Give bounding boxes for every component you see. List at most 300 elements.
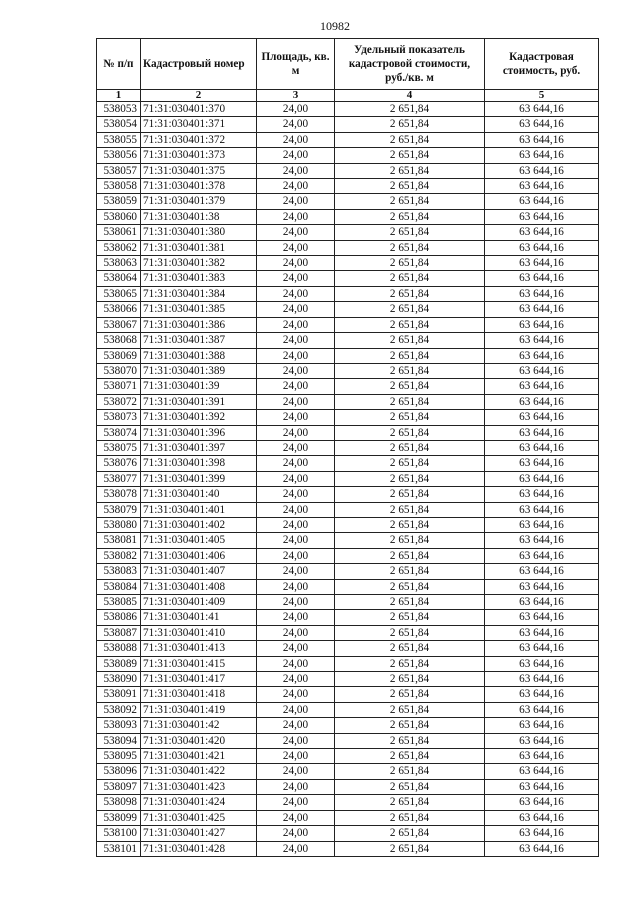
cadastral-value: 63 644,16: [485, 702, 599, 717]
row-index: 538061: [97, 225, 141, 240]
table-row: [97, 795, 599, 810]
row-index: 538101: [97, 841, 141, 856]
area: 24,00: [257, 148, 335, 163]
table-row: [97, 117, 599, 132]
unit-value: 2 651,84: [335, 579, 485, 594]
cadastral-number: 71:31:030401:420: [141, 733, 257, 748]
unit-value: 2 651,84: [335, 456, 485, 471]
area: 24,00: [257, 502, 335, 517]
unit-value: 2 651,84: [335, 333, 485, 348]
unit-value: 2 651,84: [335, 533, 485, 548]
table-row: [97, 826, 599, 841]
cadastral-number: 71:31:030401:421: [141, 749, 257, 764]
cadastral-number: 71:31:030401:408: [141, 579, 257, 594]
unit-value: 2 651,84: [335, 733, 485, 748]
area: 24,00: [257, 394, 335, 409]
table-row: [97, 548, 599, 563]
cadastral-number: 71:31:030401:392: [141, 410, 257, 425]
row-index: 538097: [97, 779, 141, 794]
cadastral-number: 71:31:030401:406: [141, 548, 257, 563]
column-number: 1: [97, 90, 141, 102]
row-index: 538075: [97, 440, 141, 455]
area: 24,00: [257, 656, 335, 671]
table-row: [97, 179, 599, 194]
cadastral-number: 71:31:030401:391: [141, 394, 257, 409]
row-index: 538089: [97, 656, 141, 671]
table-row: [97, 702, 599, 717]
cadastral-number: 71:31:030401:415: [141, 656, 257, 671]
area: 24,00: [257, 240, 335, 255]
area: 24,00: [257, 826, 335, 841]
area: 24,00: [257, 718, 335, 733]
table-row: [97, 363, 599, 378]
unit-value: 2 651,84: [335, 117, 485, 132]
cadastral-number: 71:31:030401:401: [141, 502, 257, 517]
unit-value: 2 651,84: [335, 302, 485, 317]
cadastral-value: 63 644,16: [485, 302, 599, 317]
table-row: [97, 672, 599, 687]
area: 24,00: [257, 564, 335, 579]
row-index: 538092: [97, 702, 141, 717]
table-row: [97, 610, 599, 625]
unit-value: 2 651,84: [335, 687, 485, 702]
cadastral-value: 63 644,16: [485, 163, 599, 178]
cadastral-value: 63 644,16: [485, 456, 599, 471]
area: 24,00: [257, 132, 335, 147]
unit-value: 2 651,84: [335, 256, 485, 271]
cadastral-value: 63 644,16: [485, 764, 599, 779]
unit-value: 2 651,84: [335, 517, 485, 532]
column-number-row: [97, 90, 599, 102]
cadastral-number: 71:31:030401:382: [141, 256, 257, 271]
table-row: [97, 302, 599, 317]
table-row: [97, 595, 599, 610]
row-index: 538060: [97, 209, 141, 224]
cadastral-number: 71:31:030401:425: [141, 810, 257, 825]
row-index: 538059: [97, 194, 141, 209]
cadastral-number: 71:31:030401:428: [141, 841, 257, 856]
area: 24,00: [257, 256, 335, 271]
unit-value: 2 651,84: [335, 317, 485, 332]
row-index: 538086: [97, 610, 141, 625]
cadastral-number: 71:31:030401:398: [141, 456, 257, 471]
cadastral-number: 71:31:030401:427: [141, 826, 257, 841]
cadastral-value: 63 644,16: [485, 132, 599, 147]
unit-value: 2 651,84: [335, 595, 485, 610]
cadastral-value: 63 644,16: [485, 795, 599, 810]
cadastral-value: 63 644,16: [485, 826, 599, 841]
row-index: 538066: [97, 302, 141, 317]
row-index: 538099: [97, 810, 141, 825]
unit-value: 2 651,84: [335, 471, 485, 486]
row-index: 538071: [97, 379, 141, 394]
area: 24,00: [257, 672, 335, 687]
row-index: 538079: [97, 502, 141, 517]
row-index: 538056: [97, 148, 141, 163]
cadastral-number: 71:31:030401:42: [141, 718, 257, 733]
row-index: 538094: [97, 733, 141, 748]
unit-value: 2 651,84: [335, 487, 485, 502]
cadastral-table: [96, 38, 599, 857]
header-index: № п/п: [97, 39, 141, 90]
unit-value: 2 651,84: [335, 179, 485, 194]
cadastral-number: 71:31:030401:418: [141, 687, 257, 702]
cadastral-value: 63 644,16: [485, 394, 599, 409]
cadastral-value: 63 644,16: [485, 733, 599, 748]
area: 24,00: [257, 163, 335, 178]
cadastral-value: 63 644,16: [485, 595, 599, 610]
unit-value: 2 651,84: [335, 194, 485, 209]
row-index: 538088: [97, 641, 141, 656]
row-index: 538068: [97, 333, 141, 348]
row-index: 538084: [97, 579, 141, 594]
area: 24,00: [257, 749, 335, 764]
unit-value: 2 651,84: [335, 841, 485, 856]
table-row: [97, 348, 599, 363]
cadastral-number: 71:31:030401:375: [141, 163, 257, 178]
cadastral-value: 63 644,16: [485, 333, 599, 348]
header-unit-value: Удельный показатель кадастровой стоимости, руб./кв. м: [335, 39, 485, 90]
table-row: [97, 194, 599, 209]
row-index: 538069: [97, 348, 141, 363]
column-number: 4: [335, 90, 485, 102]
table-row: [97, 102, 599, 117]
cadastral-value: 63 644,16: [485, 841, 599, 856]
row-index: 538082: [97, 548, 141, 563]
unit-value: 2 651,84: [335, 810, 485, 825]
cadastral-value: 63 644,16: [485, 440, 599, 455]
cadastral-number: 71:31:030401:380: [141, 225, 257, 240]
unit-value: 2 651,84: [335, 548, 485, 563]
table-row: [97, 471, 599, 486]
cadastral-number: 71:31:030401:396: [141, 425, 257, 440]
table-row: [97, 317, 599, 332]
area: 24,00: [257, 579, 335, 594]
area: 24,00: [257, 702, 335, 717]
table-row: [97, 764, 599, 779]
table-row: [97, 687, 599, 702]
cadastral-number: 71:31:030401:384: [141, 286, 257, 301]
cadastral-value: 63 644,16: [485, 502, 599, 517]
cadastral-number: 71:31:030401:405: [141, 533, 257, 548]
column-number: 2: [141, 90, 257, 102]
header-area: Площадь, кв. м: [257, 39, 335, 90]
area: 24,00: [257, 440, 335, 455]
row-index: 538058: [97, 179, 141, 194]
cadastral-number: 71:31:030401:385: [141, 302, 257, 317]
area: 24,00: [257, 764, 335, 779]
row-index: 538091: [97, 687, 141, 702]
area: 24,00: [257, 795, 335, 810]
cadastral-value: 63 644,16: [485, 687, 599, 702]
table-row: [97, 333, 599, 348]
unit-value: 2 651,84: [335, 286, 485, 301]
area: 24,00: [257, 179, 335, 194]
table-row: [97, 533, 599, 548]
cadastral-value: 63 644,16: [485, 194, 599, 209]
unit-value: 2 651,84: [335, 410, 485, 425]
table-row: [97, 456, 599, 471]
cadastral-value: 63 644,16: [485, 179, 599, 194]
area: 24,00: [257, 379, 335, 394]
area: 24,00: [257, 225, 335, 240]
cadastral-number: 71:31:030401:381: [141, 240, 257, 255]
row-index: 538096: [97, 764, 141, 779]
table-row: [97, 286, 599, 301]
cadastral-value: 63 644,16: [485, 517, 599, 532]
table-row: [97, 841, 599, 856]
table-row: [97, 502, 599, 517]
cadastral-value: 63 644,16: [485, 117, 599, 132]
row-index: 538085: [97, 595, 141, 610]
area: 24,00: [257, 810, 335, 825]
area: 24,00: [257, 102, 335, 117]
area: 24,00: [257, 733, 335, 748]
table-row: [97, 487, 599, 502]
cadastral-number: 71:31:030401:38: [141, 209, 257, 224]
unit-value: 2 651,84: [335, 225, 485, 240]
area: 24,00: [257, 363, 335, 378]
cadastral-value: 63 644,16: [485, 548, 599, 563]
row-index: 538080: [97, 517, 141, 532]
unit-value: 2 651,84: [335, 132, 485, 147]
row-index: 538065: [97, 286, 141, 301]
unit-value: 2 651,84: [335, 779, 485, 794]
cadastral-value: 63 644,16: [485, 379, 599, 394]
cadastral-number: 71:31:030401:407: [141, 564, 257, 579]
cadastral-value: 63 644,16: [485, 533, 599, 548]
table-row: [97, 733, 599, 748]
table-row: [97, 425, 599, 440]
cadastral-value: 63 644,16: [485, 749, 599, 764]
row-index: 538087: [97, 625, 141, 640]
area: 24,00: [257, 317, 335, 332]
row-index: 538076: [97, 456, 141, 471]
area: 24,00: [257, 487, 335, 502]
table-row: [97, 718, 599, 733]
cadastral-number: 71:31:030401:399: [141, 471, 257, 486]
table-row: [97, 410, 599, 425]
row-index: 538070: [97, 363, 141, 378]
table-row: [97, 240, 599, 255]
row-index: 538073: [97, 410, 141, 425]
cadastral-value: 63 644,16: [485, 579, 599, 594]
page-number: 10982: [320, 19, 350, 33]
header-cadastral-number: Кадастровый номер: [141, 39, 257, 90]
cadastral-number: 71:31:030401:379: [141, 194, 257, 209]
table-row: [97, 641, 599, 656]
cadastral-value: 63 644,16: [485, 641, 599, 656]
cadastral-number: 71:31:030401:383: [141, 271, 257, 286]
cadastral-number: 71:31:030401:417: [141, 672, 257, 687]
cadastral-number: 71:31:030401:422: [141, 764, 257, 779]
unit-value: 2 651,84: [335, 271, 485, 286]
cadastral-value: 63 644,16: [485, 256, 599, 271]
table-row: [97, 163, 599, 178]
area: 24,00: [257, 625, 335, 640]
area: 24,00: [257, 194, 335, 209]
cadastral-number: 71:31:030401:40: [141, 487, 257, 502]
cadastral-number: 71:31:030401:423: [141, 779, 257, 794]
area: 24,00: [257, 302, 335, 317]
cadastral-number: 71:31:030401:410: [141, 625, 257, 640]
header-row: [97, 39, 599, 90]
unit-value: 2 651,84: [335, 795, 485, 810]
table-row: [97, 810, 599, 825]
area: 24,00: [257, 517, 335, 532]
cadastral-value: 63 644,16: [485, 625, 599, 640]
cadastral-value: 63 644,16: [485, 425, 599, 440]
area: 24,00: [257, 533, 335, 548]
table-row: [97, 656, 599, 671]
cadastral-number: 71:31:030401:424: [141, 795, 257, 810]
cadastral-number: 71:31:030401:371: [141, 117, 257, 132]
row-index: 538100: [97, 826, 141, 841]
cadastral-number: 71:31:030401:41: [141, 610, 257, 625]
row-index: 538053: [97, 102, 141, 117]
row-index: 538077: [97, 471, 141, 486]
table-body: [97, 102, 599, 857]
table-row: [97, 209, 599, 224]
cadastral-number: 71:31:030401:419: [141, 702, 257, 717]
table-row: [97, 225, 599, 240]
cadastral-value: 63 644,16: [485, 317, 599, 332]
area: 24,00: [257, 610, 335, 625]
unit-value: 2 651,84: [335, 610, 485, 625]
header-cadastral-value: Кадастровая стоимость, руб.: [485, 39, 599, 90]
cadastral-value: 63 644,16: [485, 810, 599, 825]
row-index: 538078: [97, 487, 141, 502]
area: 24,00: [257, 641, 335, 656]
table-row: [97, 517, 599, 532]
column-number: 5: [485, 90, 599, 102]
unit-value: 2 651,84: [335, 348, 485, 363]
table-row: [97, 394, 599, 409]
unit-value: 2 651,84: [335, 672, 485, 687]
area: 24,00: [257, 286, 335, 301]
row-index: 538054: [97, 117, 141, 132]
unit-value: 2 651,84: [335, 363, 485, 378]
row-index: 538072: [97, 394, 141, 409]
row-index: 538074: [97, 425, 141, 440]
cadastral-number: 71:31:030401:397: [141, 440, 257, 455]
area: 24,00: [257, 117, 335, 132]
row-index: 538095: [97, 749, 141, 764]
table-row: [97, 749, 599, 764]
table-row: [97, 440, 599, 455]
row-index: 538055: [97, 132, 141, 147]
table-row: [97, 779, 599, 794]
cadastral-value: 63 644,16: [485, 718, 599, 733]
table-row: [97, 625, 599, 640]
row-index: 538090: [97, 672, 141, 687]
cadastral-value: 63 644,16: [485, 225, 599, 240]
area: 24,00: [257, 348, 335, 363]
cadastral-value: 63 644,16: [485, 148, 599, 163]
cadastral-value: 63 644,16: [485, 363, 599, 378]
area: 24,00: [257, 779, 335, 794]
unit-value: 2 651,84: [335, 749, 485, 764]
unit-value: 2 651,84: [335, 641, 485, 656]
row-index: 538062: [97, 240, 141, 255]
cadastral-value: 63 644,16: [485, 209, 599, 224]
unit-value: 2 651,84: [335, 564, 485, 579]
row-index: 538081: [97, 533, 141, 548]
table-row: [97, 564, 599, 579]
unit-value: 2 651,84: [335, 102, 485, 117]
table-row: [97, 271, 599, 286]
cadastral-number: 71:31:030401:402: [141, 517, 257, 532]
unit-value: 2 651,84: [335, 163, 485, 178]
unit-value: 2 651,84: [335, 240, 485, 255]
area: 24,00: [257, 271, 335, 286]
table-row: [97, 132, 599, 147]
cadastral-value: 63 644,16: [485, 102, 599, 117]
cadastral-number: 71:31:030401:386: [141, 317, 257, 332]
row-index: 538063: [97, 256, 141, 271]
cadastral-value: 63 644,16: [485, 656, 599, 671]
cadastral-number: 71:31:030401:39: [141, 379, 257, 394]
cadastral-value: 63 644,16: [485, 672, 599, 687]
cadastral-number: 71:31:030401:389: [141, 363, 257, 378]
cadastral-number: 71:31:030401:378: [141, 179, 257, 194]
unit-value: 2 651,84: [335, 440, 485, 455]
area: 24,00: [257, 333, 335, 348]
unit-value: 2 651,84: [335, 502, 485, 517]
unit-value: 2 651,84: [335, 209, 485, 224]
area: 24,00: [257, 595, 335, 610]
cadastral-value: 63 644,16: [485, 564, 599, 579]
table-row: [97, 148, 599, 163]
cadastral-value: 63 644,16: [485, 240, 599, 255]
cadastral-number: 71:31:030401:413: [141, 641, 257, 656]
area: 24,00: [257, 456, 335, 471]
cadastral-value: 63 644,16: [485, 348, 599, 363]
cadastral-value: 63 644,16: [485, 410, 599, 425]
unit-value: 2 651,84: [335, 425, 485, 440]
row-index: 538098: [97, 795, 141, 810]
cadastral-number: 71:31:030401:388: [141, 348, 257, 363]
cadastral-number: 71:31:030401:370: [141, 102, 257, 117]
cadastral-number: 71:31:030401:373: [141, 148, 257, 163]
unit-value: 2 651,84: [335, 764, 485, 779]
area: 24,00: [257, 841, 335, 856]
unit-value: 2 651,84: [335, 394, 485, 409]
unit-value: 2 651,84: [335, 625, 485, 640]
area: 24,00: [257, 548, 335, 563]
unit-value: 2 651,84: [335, 379, 485, 394]
table-row: [97, 579, 599, 594]
row-index: 538067: [97, 317, 141, 332]
cadastral-number: 71:31:030401:372: [141, 132, 257, 147]
row-index: 538057: [97, 163, 141, 178]
table-row: [97, 379, 599, 394]
area: 24,00: [257, 425, 335, 440]
table-row: [97, 256, 599, 271]
unit-value: 2 651,84: [335, 826, 485, 841]
cadastral-number: 71:31:030401:409: [141, 595, 257, 610]
cadastral-value: 63 644,16: [485, 271, 599, 286]
area: 24,00: [257, 687, 335, 702]
unit-value: 2 651,84: [335, 718, 485, 733]
row-index: 538064: [97, 271, 141, 286]
unit-value: 2 651,84: [335, 702, 485, 717]
cadastral-number: 71:31:030401:387: [141, 333, 257, 348]
row-index: 538093: [97, 718, 141, 733]
area: 24,00: [257, 410, 335, 425]
cadastral-value: 63 644,16: [485, 487, 599, 502]
column-number: 3: [257, 90, 335, 102]
